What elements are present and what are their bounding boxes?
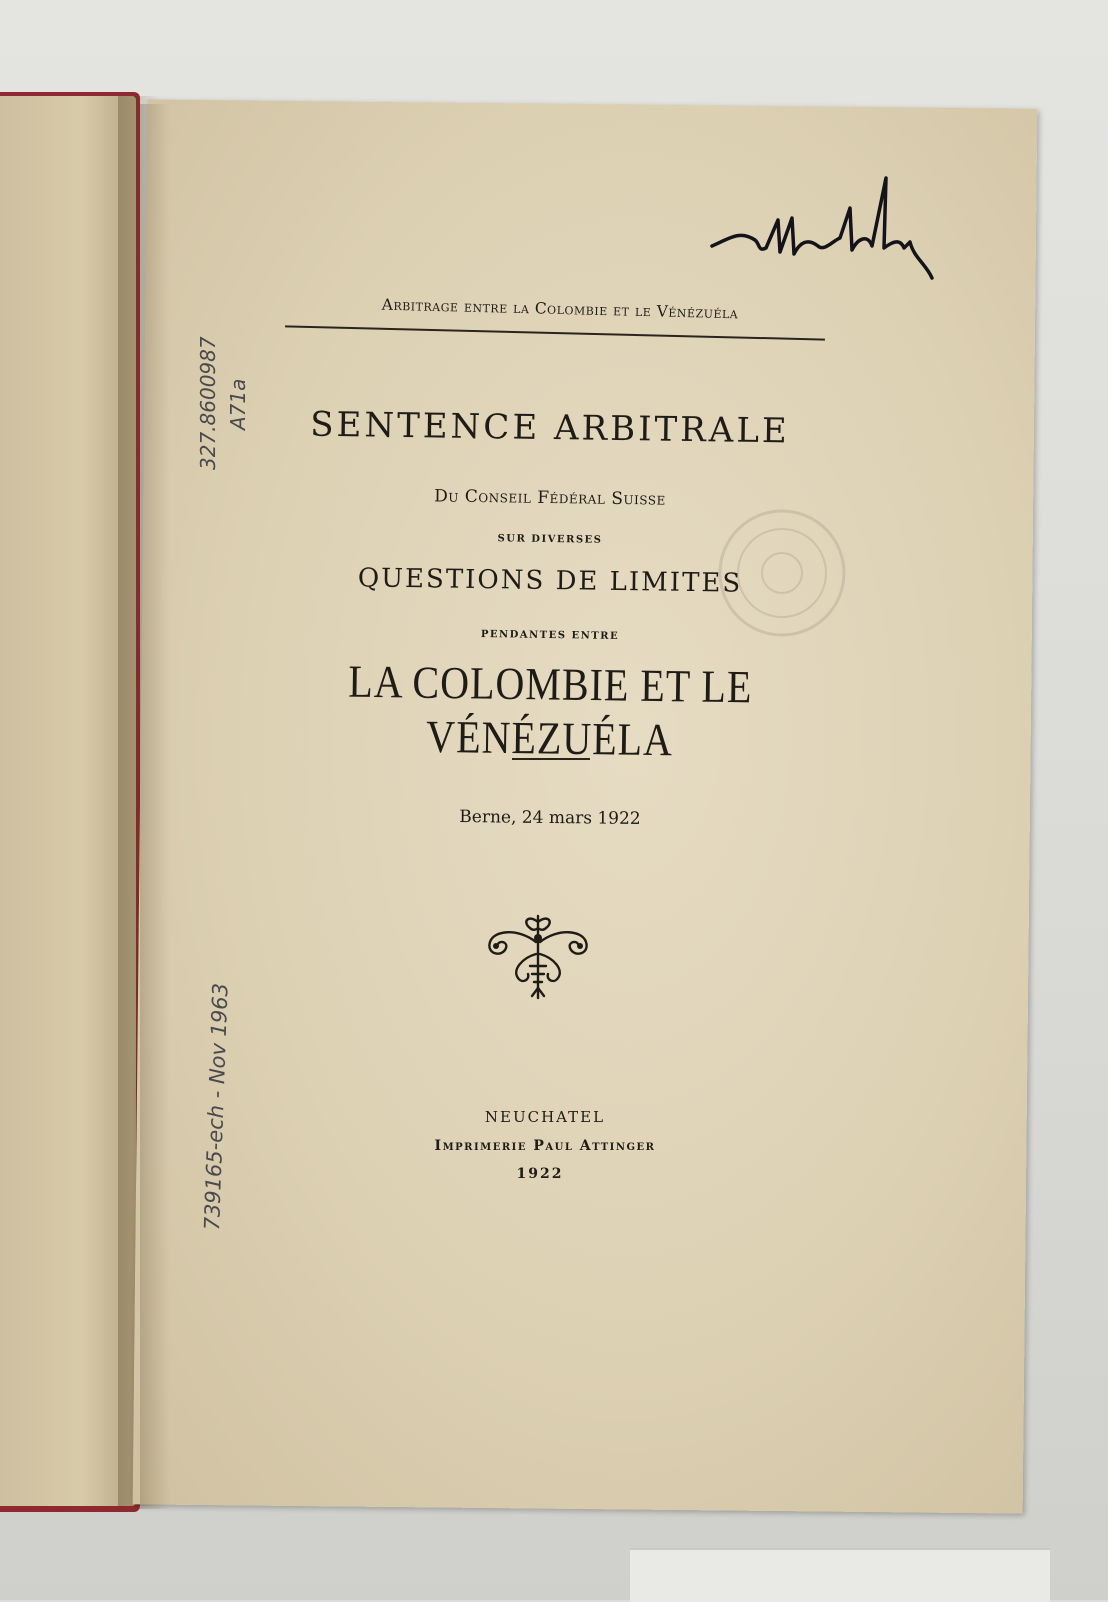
publication-year: 1922 [516,1166,564,1182]
main-title: SENTENCE ARBITRALE [309,404,791,452]
connector-text: PENDANTES ENTRE [480,629,620,642]
divider-rule [512,758,590,760]
left-page [0,96,136,1506]
ornament-icon [478,908,598,1004]
publication-place: NEUCHATEL [484,1108,606,1126]
connector-text: SUR DIVERSES [497,533,603,546]
page-shadow [140,104,170,1509]
table-edge [630,1548,1050,1602]
accession-annotation: 739165-ech - Nov 1963 [200,982,233,1231]
countries-heading: LA COLOMBIE ET LE VÉNÉZUÉLA [348,655,753,766]
call-number-annotation: 327.8600987 [196,336,220,470]
subtitle: Du Conseil Fédéral Suisse [434,486,666,510]
printer-name: Imprimerie Paul Attinger [434,1138,656,1154]
questions-heading: QUESTIONS DE LIMITES [357,563,743,599]
handwritten-signature [700,168,950,298]
date-line: Berne, 24 mars 1922 [459,807,641,829]
call-number-annotation: A71a [226,378,250,430]
running-title: Arbitrage entre la Colombie et le Vénézuéla [381,295,739,323]
